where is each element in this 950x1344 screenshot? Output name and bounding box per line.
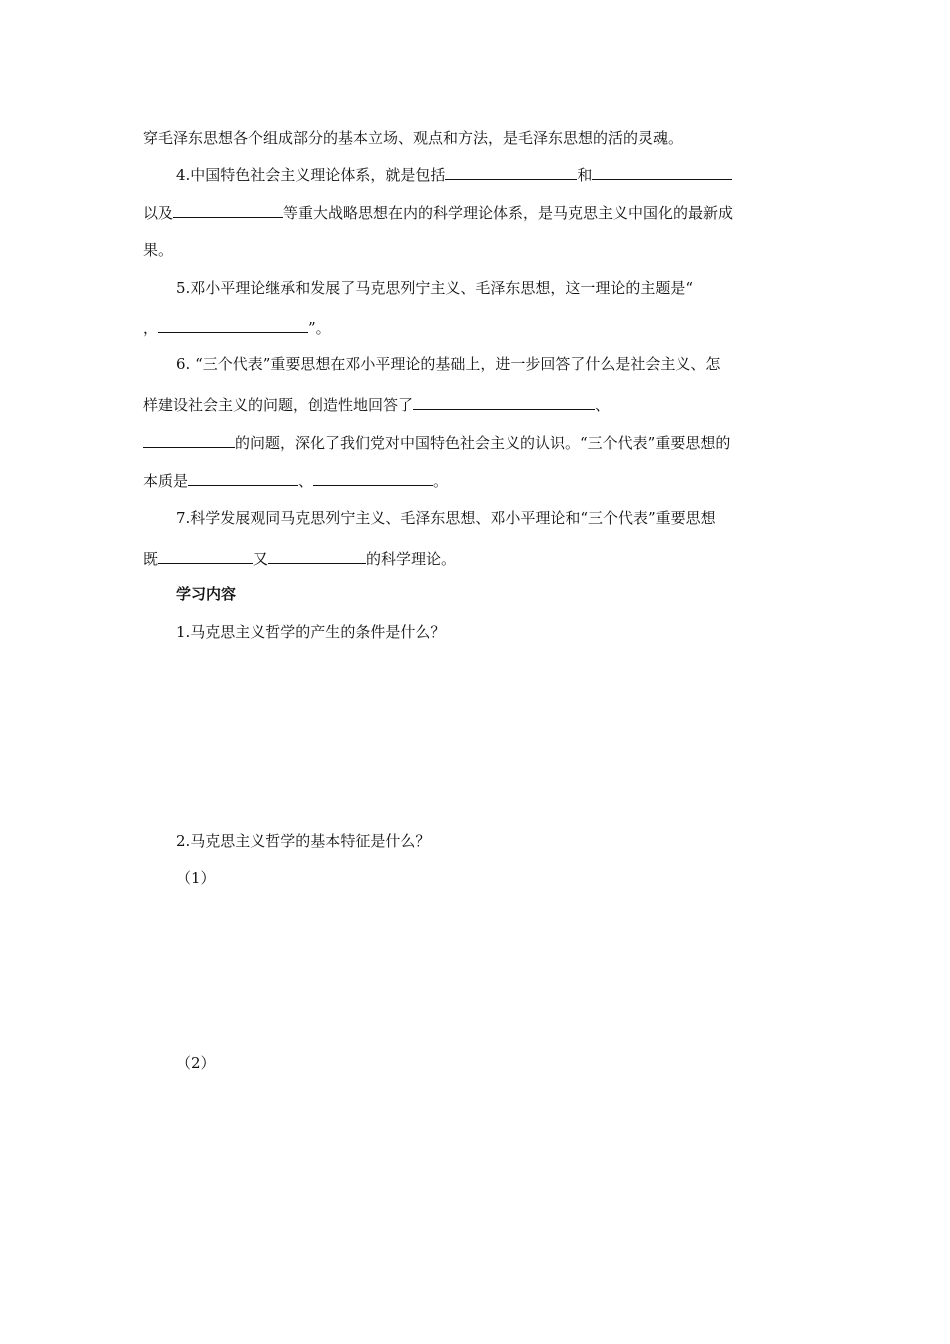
section-heading: 学习内容 [176, 585, 237, 603]
text-line: ， ”。 [143, 319, 331, 337]
blank-field[interactable] [188, 470, 298, 486]
blank-field[interactable] [592, 164, 732, 180]
question-4: 4.中国特色社会主义理论体系，就是包括 和 [176, 164, 732, 185]
blank-field[interactable] [413, 394, 595, 410]
blank-field[interactable] [268, 548, 366, 564]
blank-field[interactable] [313, 470, 433, 486]
blank-field[interactable] [143, 432, 235, 448]
sub-item-1: （1） [176, 869, 216, 887]
text-line: 以及 等重大战略思想在内的科学理论体系，是马克思主义中国化的最新成 [143, 204, 734, 222]
blank-field[interactable] [173, 202, 283, 218]
question-7: 7.科学发展观同马克思列宁主义、毛泽东思想、邓小平理论和“三个代表”重要思想 [176, 509, 716, 527]
study-question-2: 2.马克思主义哲学的基本特征是什么？ [176, 832, 431, 850]
question-6: 6. “三个代表”重要思想在邓小平理论的基础上，进一步回答了什么是社会主义、怎 [176, 355, 721, 373]
text-line: 既 又 的科学理论。 [143, 550, 457, 568]
text-line: 穿毛泽东思想各个组成部分的基本立场、观点和方法，是毛泽东思想的活的灵魂。 [143, 129, 684, 147]
sub-item-2: （2） [176, 1054, 216, 1072]
blank-field[interactable] [158, 548, 253, 564]
study-question-1: 1.马克思主义哲学的产生的条件是什么？ [176, 623, 446, 641]
text-line: 本质是 、 。 [143, 472, 449, 490]
question-5: 5.邓小平理论继承和发展了马克思列宁主义、毛泽东思想，这一理论的主题是“ [176, 279, 693, 297]
blank-field[interactable] [445, 164, 577, 180]
text-line: 果。 [143, 241, 174, 259]
text-line: 的问题，深化了我们党对中国特色社会主义的认识。“三个代表”重要思想的 [143, 432, 730, 453]
blank-field[interactable] [158, 317, 308, 333]
text-line: 样建设社会主义的问题，创造性地回答了 、 [143, 396, 611, 414]
